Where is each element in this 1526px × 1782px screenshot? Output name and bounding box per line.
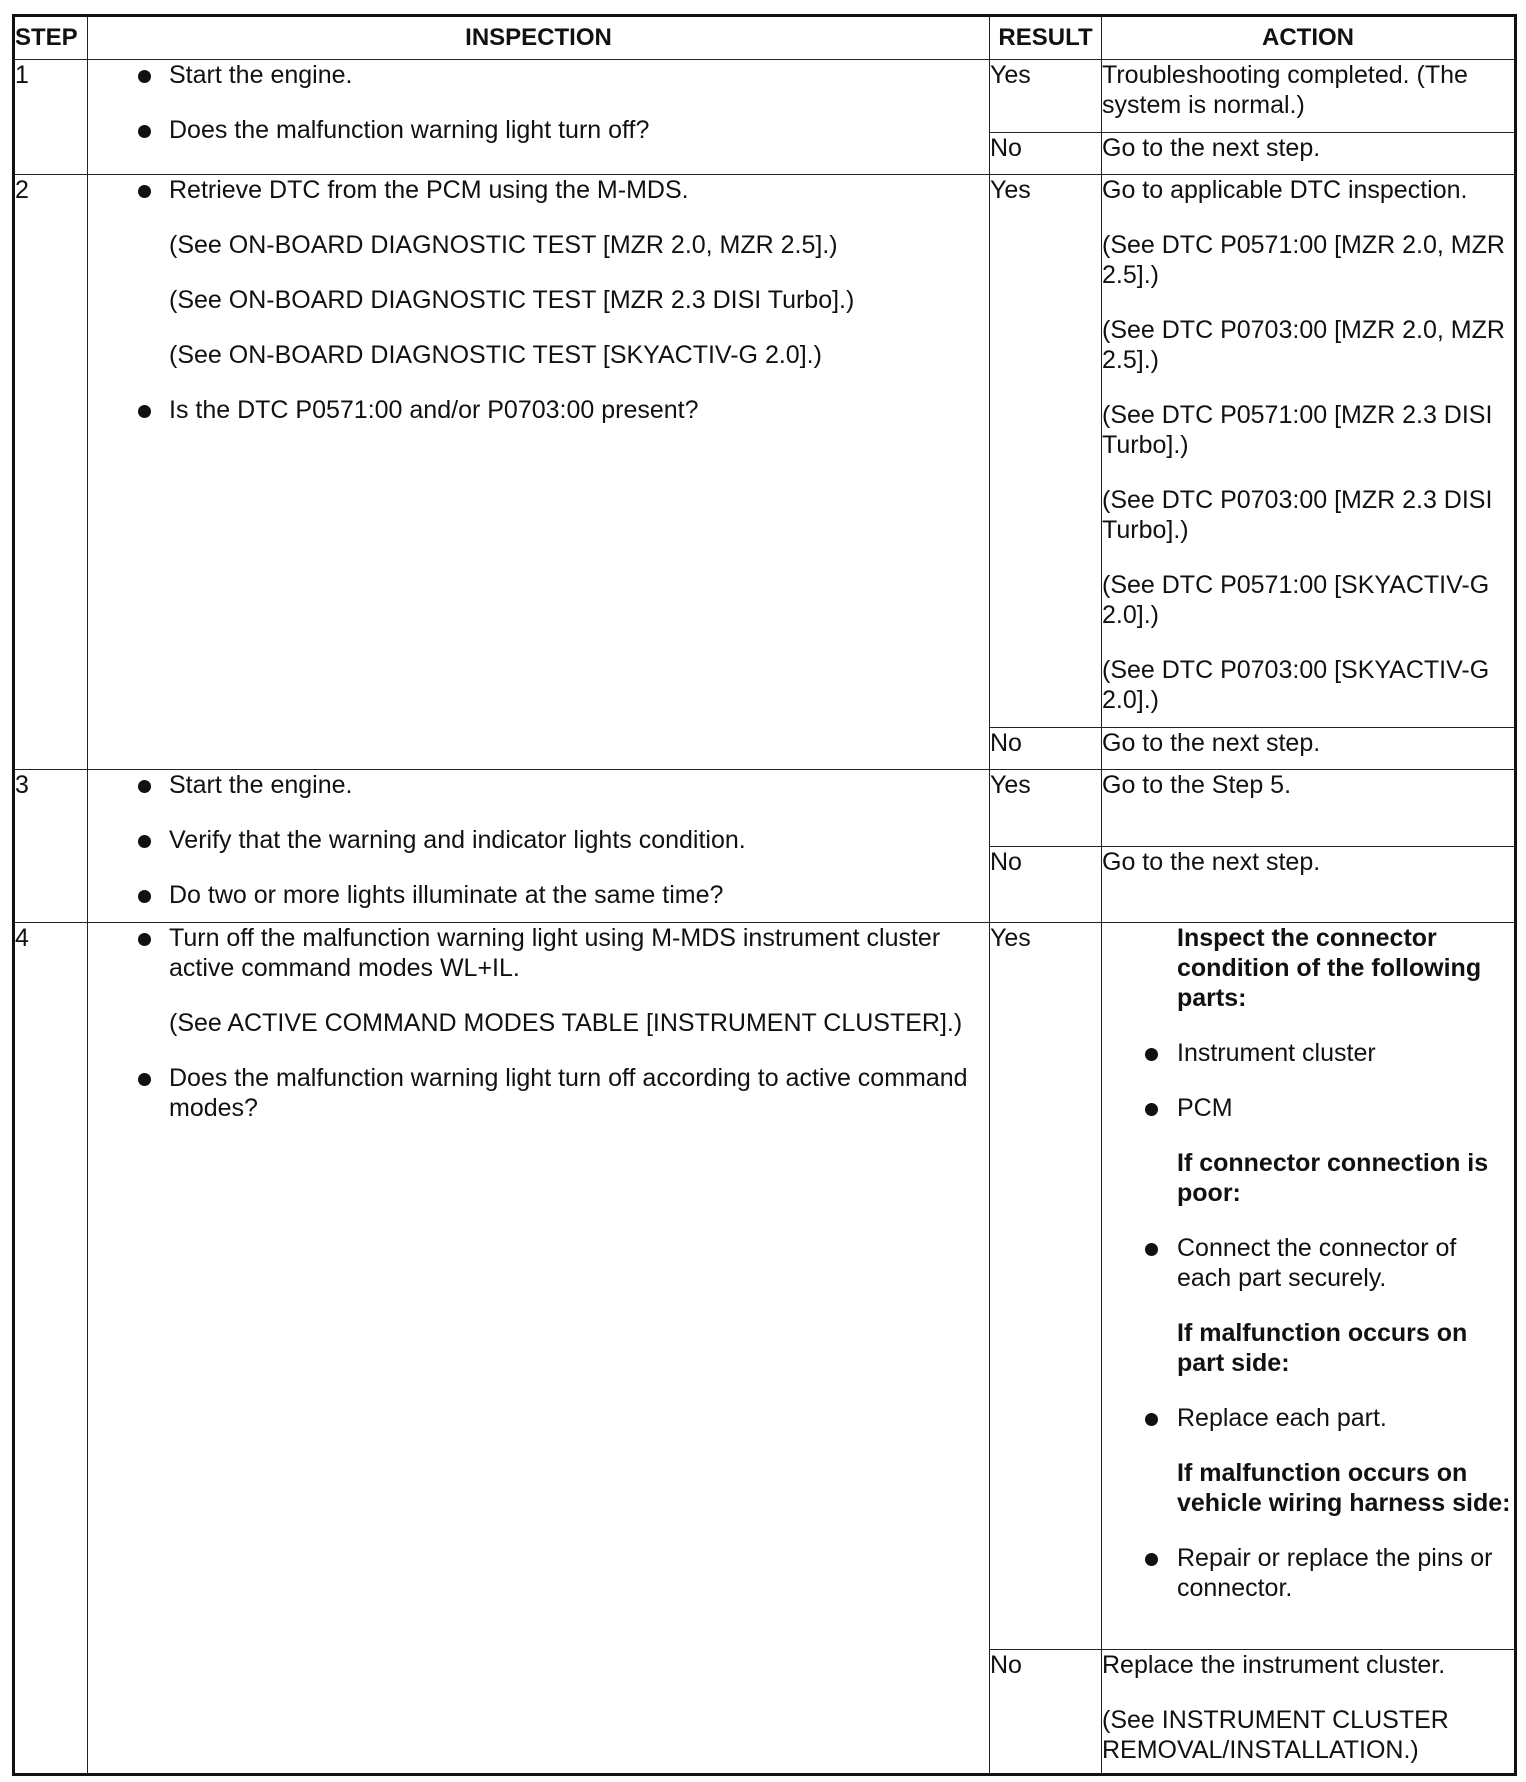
inspection-bullet: Does the malfunction warning light turn off according to active command modes? — [88, 1063, 989, 1123]
result-yes: Yes — [990, 770, 1102, 847]
header-action: ACTION — [1102, 16, 1516, 60]
inspection-bullet: Does the malfunction warning light turn off? — [88, 115, 989, 145]
action-bullet: Connect the connector of each part securely. — [1102, 1233, 1514, 1293]
inspection-cell — [88, 60, 990, 175]
header-result: RESULT — [990, 16, 1102, 60]
result-yes: Yes — [990, 60, 1102, 133]
inspection-cell — [88, 923, 990, 1775]
inspection-bullet: Retrieve DTC from the PCM using the M-MDS. — [88, 175, 989, 205]
action-text: Go to the Step 5. — [1102, 771, 1292, 799]
action-heading: Inspect the connector condition of the following parts: — [1177, 924, 1482, 1012]
inspection-bullet: Verify that the warning and indicator lights condition. — [88, 825, 989, 855]
inspection-cell — [88, 175, 990, 770]
action-bullet: Repair or replace the pins or connector. — [1102, 1543, 1514, 1603]
inspection-bullet: Turn off the malfunction warning light using M-MDS instrument cluster active command modes WL+IL. — [88, 923, 989, 983]
action-bullet: Instrument cluster — [1102, 1038, 1514, 1068]
inspection-bullet: Start the engine. — [88, 770, 989, 800]
action-heading: If connector connection is poor: — [1177, 1149, 1489, 1207]
action-reference: (See DTC P0571:00 [SKYACTIV-G 2.0].) — [1102, 571, 1490, 629]
result-no: No — [990, 728, 1102, 770]
inspection-reference: (See ON-BOARD DIAGNOSTIC TEST [MZR 2.3 DISI Turbo].) — [169, 286, 855, 314]
result-yes: Yes — [990, 175, 1102, 728]
action-heading: If malfunction occurs on part side: — [1177, 1319, 1468, 1377]
inspection-reference: (See ACTIVE COMMAND MODES TABLE [INSTRUMENT CLUSTER].) — [169, 1009, 963, 1037]
action-text: Troubleshooting completed. (The system is normal.) — [1102, 61, 1468, 119]
action-no — [1102, 133, 1516, 175]
action-text: Go to the next step. — [1102, 134, 1321, 162]
header-step: STEP — [14, 16, 88, 60]
inspection-reference: (See ON-BOARD DIAGNOSTIC TEST [MZR 2.0, MZR 2.5].) — [169, 231, 838, 259]
action-reference: (See DTC P0571:00 [MZR 2.0, MZR 2.5].) — [1102, 231, 1505, 289]
action-reference: (See DTC P0571:00 [MZR 2.3 DISI Turbo].) — [1102, 401, 1493, 459]
action-text: Replace the instrument cluster. — [1102, 1651, 1446, 1679]
action-no — [1102, 1650, 1516, 1775]
step-number: 1 — [14, 60, 88, 175]
header-inspection: INSPECTION — [88, 16, 990, 60]
action-reference: (See DTC P0703:00 [SKYACTIV-G 2.0].) — [1102, 656, 1490, 714]
action-yes — [1102, 175, 1516, 728]
result-no: No — [990, 1650, 1102, 1775]
action-heading: If malfunction occurs on vehicle wiring harness side: — [1177, 1459, 1511, 1517]
action-reference: (See DTC P0703:00 [MZR 2.3 DISI Turbo].) — [1102, 486, 1493, 544]
action-text: Go to the next step. — [1102, 848, 1321, 876]
inspection-reference: (See ON-BOARD DIAGNOSTIC TEST [SKYACTIV-G 2.0].) — [169, 341, 822, 369]
inspection-bullet: Do two or more lights illuminate at the same time? — [88, 880, 989, 910]
table-row — [14, 175, 1516, 728]
result-no: No — [990, 847, 1102, 923]
step-number: 2 — [14, 175, 88, 770]
result-no: No — [990, 133, 1102, 175]
action-no — [1102, 847, 1516, 923]
table-row — [14, 923, 1516, 1650]
inspection-bullet: Is the DTC P0571:00 and/or P0703:00 present? — [88, 395, 989, 425]
step-number: 3 — [14, 770, 88, 923]
table-row — [14, 770, 1516, 847]
action-yes — [1102, 923, 1516, 1650]
action-bullet: PCM — [1102, 1093, 1514, 1123]
inspection-bullet: Start the engine. — [88, 60, 989, 90]
step-number: 4 — [14, 923, 88, 1775]
action-reference: (See DTC P0703:00 [MZR 2.0, MZR 2.5].) — [1102, 316, 1505, 374]
action-no — [1102, 728, 1516, 770]
inspection-cell — [88, 770, 990, 923]
action-text: Go to the next step. — [1102, 729, 1321, 757]
action-bullet: Replace each part. — [1102, 1403, 1514, 1433]
table-row — [14, 60, 1516, 133]
action-text: Go to applicable DTC inspection. — [1102, 176, 1468, 204]
result-yes: Yes — [990, 923, 1102, 1650]
action-yes — [1102, 770, 1516, 847]
action-reference: (See INSTRUMENT CLUSTER REMOVAL/INSTALLATION.) — [1102, 1706, 1449, 1764]
header-row — [14, 16, 1516, 60]
troubleshooting-table — [12, 14, 1517, 1776]
action-yes — [1102, 60, 1516, 133]
